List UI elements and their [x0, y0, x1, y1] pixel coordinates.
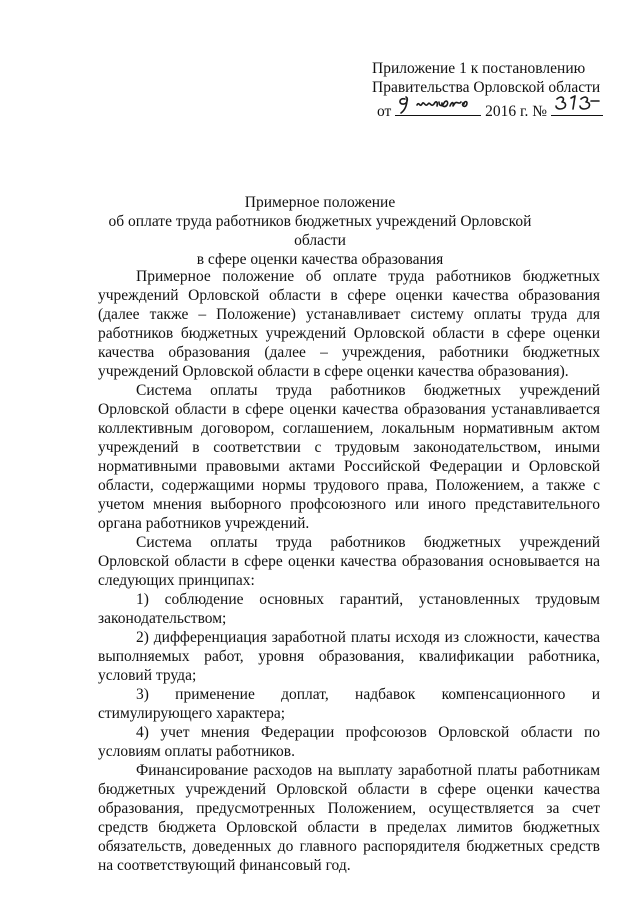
date-prefix: от [377, 103, 392, 120]
paragraph: Система оплаты труда работников бюджетных учреждений Орловской области в сфере оценки качества образования основывается на следующих принципах: [98, 534, 600, 589]
title-line-1: Примерное положение [244, 194, 396, 211]
handwritten-date [395, 97, 481, 116]
paragraph: Финансирование расходов на выплату заработной платы работникам бюджетных учреждений Орловской области в сфере оценки качества образования, предусмотренных Положением, осуществляется за счет средств бюджета Орловской области в пределах лимитов бюджетных обязательств, доведенных до главного распорядителя бюджетных средств на соответствующий финансовый год. [98, 762, 600, 874]
list-item-2: 2) дифференциация заработной платы исходя из сложности, качества выполняемых работ, уровня образования, квалификации работника, условий труда; [98, 629, 600, 684]
document-title [90, 193, 550, 269]
appendix-line-1: Приложение 1 к постановлению [372, 60, 586, 77]
appendix-line-2: Правительства Орловской области [372, 79, 601, 96]
list-item-4: 4) учет мнения Федерации профсоюзов Орловской области по условиям оплаты работников. [98, 724, 600, 760]
list-item-3: 3) применение доплат, надбавок компенсационного и стимулирующего характера; [98, 686, 600, 722]
appendix-date-line [377, 97, 622, 121]
title-line-2: об оплате труда работников бюджетных учреждений Орловской области [108, 213, 532, 249]
appendix-header [372, 59, 622, 121]
list-item-1: 1) соблюдение основных гарантий, установленных трудовым законодательством; [98, 591, 600, 627]
document-body [98, 267, 600, 875]
year-text: 2016 г. № [485, 103, 548, 120]
handwritten-number [551, 97, 603, 116]
paragraph: Примерное положение об оплате труда работников бюджетных учреждений Орловской области в сфере оценки качества образования (далее также – Положение) устанавливает систему оплаты труда для работников бюджетных учреждений Орловской области в сфере оценки качества образования (далее – учреждения, работники бюджетных учреждений Орловской области в сфере оценки качества образования). [98, 268, 600, 380]
title-line-3: в сфере оценки качества образования [196, 251, 444, 268]
paragraph: Система оплаты труда работников бюджетных учреждений Орловской области в сфере оценки качества образования устанавливается коллективным договором, соглашением, локальным нормативным актом учреждений в соответствии с трудовым законодательством, иными нормативными правовыми актами Российской Федерации и Орловской области, содержащими нормы трудового права, Положением, а также с учетом мнения выборного профсоюзного или иного представительного органа работников учреждений. [98, 382, 600, 532]
